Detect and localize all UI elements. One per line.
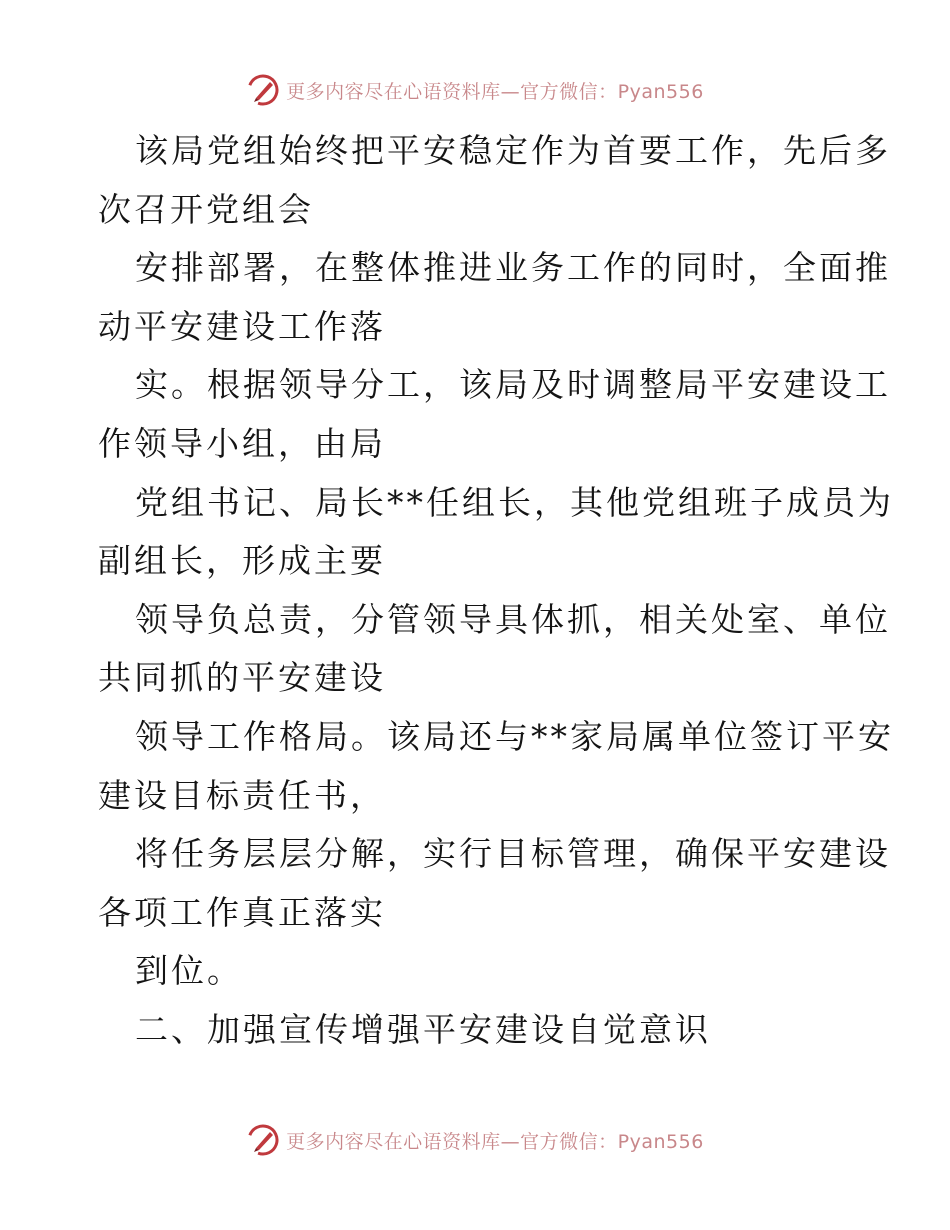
document-body [98,122,894,1060]
text-line: 动平安建设工作落 [98,306,386,346]
watermark-text: 更多内容尽在心语资料库—官方微信：Pyan556 [286,80,704,103]
text-line: 领导负总责，分管领导具体抓，相关处室、单位 [135,599,891,639]
pen-logo-icon [246,1123,280,1157]
text-line: 党组书记、局长**任组长，其他党组班子成员为 [135,482,894,522]
pen-logo-icon [246,73,280,107]
text-line: 各项工作真正落实 [98,892,386,932]
text-line: 领导工作格局。该局还与**家局属单位签订平安 [135,716,894,756]
text-line: 建设目标责任书， [98,775,386,815]
text-line: 次召开党组会 [98,189,314,229]
text-line: 作领导小组，由局 [98,423,386,463]
text-line: 安排部署，在整体推进业务工作的同时，全面推 [135,248,891,288]
footer-watermark [0,1120,950,1160]
text-line: 该局党组始终把平安稳定作为首要工作，先后多 [135,131,891,170]
text-line: 将任务层层分解，实行目标管理，确保平安建设 [135,834,891,874]
section-heading: 二、加强宣传增强平安建设自觉意识 [135,1009,711,1049]
text-line: 共同抓的平安建设 [98,658,386,698]
watermark-text: 更多内容尽在心语资料库—官方微信：Pyan556 [286,1130,704,1153]
text-line: 副组长，形成主要 [98,541,386,581]
text-line: 到位。 [135,951,243,991]
header-watermark [0,70,950,110]
text-line: 实。根据领导分工，该局及时调整局平安建设工 [135,365,891,405]
